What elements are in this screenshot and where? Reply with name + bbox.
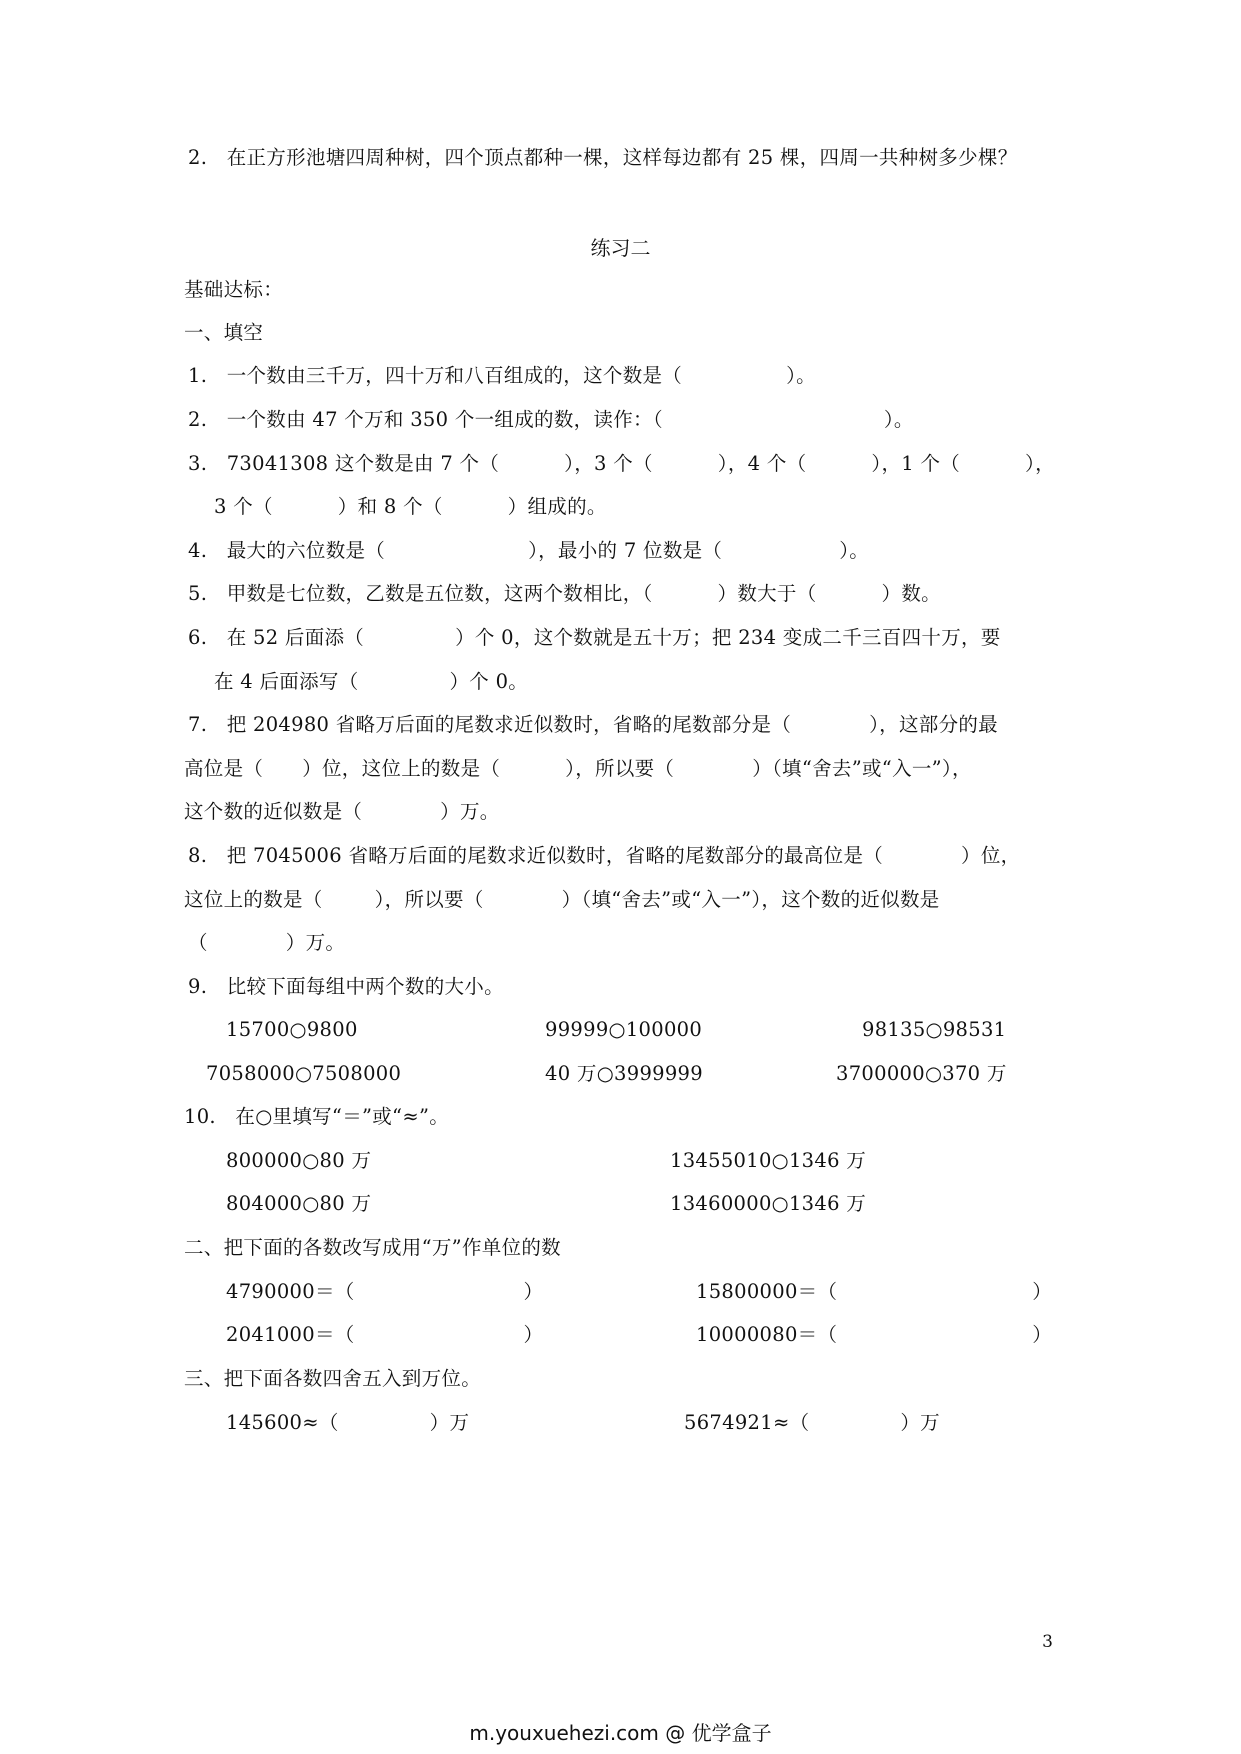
basic-heading: 基础达标： bbox=[184, 278, 284, 301]
approx-item: 800000○80 万 bbox=[226, 1149, 372, 1172]
fill-q3a: 3. 73041308 这个数是由 7 个（ ），3 个（ ），4 个（ ），1 个（ ）， bbox=[188, 452, 1055, 475]
fill-q8a: 8. 把 7045006 省略万后面的尾数求近似数时，省略的尾数部分的最高位是（ ）位， bbox=[188, 844, 1021, 867]
fill-q7a: 7. 把 204980 省略万后面的尾数求近似数时，省略的尾数部分是（ ），这部分的最 bbox=[188, 713, 998, 736]
compare-item: 98135○98531 bbox=[862, 1018, 1007, 1041]
approx-item: 13460000○1346 万 bbox=[670, 1192, 867, 1215]
compare-item: 99999○100000 bbox=[545, 1018, 703, 1041]
fill-q9: 9. 比较下面每组中两个数的大小。 bbox=[188, 975, 504, 998]
compare-item: 7058000○7508000 bbox=[206, 1062, 402, 1085]
rewrite-item: 15800000＝（ ） bbox=[696, 1280, 1053, 1303]
rewrite-item: 4790000＝（ ） bbox=[226, 1280, 544, 1303]
fill-q4: 4. 最大的六位数是（ ），最小的 7 位数是（ ）。 bbox=[188, 539, 870, 562]
rewrite-item: 2041000＝（ ） bbox=[226, 1323, 544, 1346]
approx-item: 804000○80 万 bbox=[226, 1192, 372, 1215]
fill-q8c: （ ）万。 bbox=[188, 931, 346, 954]
part3-heading: 三、把下面各数四舍五入到万位。 bbox=[184, 1367, 482, 1390]
fill-q6a: 6. 在 52 后面添（ ）个 0，这个数就是五十万；把 234 变成二千三百四十万，要 bbox=[188, 626, 1001, 649]
compare-item: 40 万○3999999 bbox=[545, 1062, 703, 1085]
fill-q7c: 这个数的近似数是（ ）万。 bbox=[184, 800, 500, 823]
rewrite-item: 10000080＝（ ） bbox=[696, 1323, 1053, 1346]
part2-heading: 二、把下面的各数改写成用“万”作单位的数 bbox=[184, 1236, 561, 1259]
fill-q1: 1. 一个数由三千万，四十万和八百组成的，这个数是（ ）。 bbox=[188, 364, 816, 387]
fill-q7b: 高位是（ ）位，这位上的数是（ ），所以要（ ）（填“舍去”或“入一”）， bbox=[184, 757, 972, 780]
question-2: 2. 在正方形池塘四周种树，四个顶点都种一棵，这样每边都有 25 棵，四周一共种树多少棵？ bbox=[188, 146, 1018, 169]
fill-q2: 2. 一个数由 47 个万和 350 个一组成的数，读作：（ ）。 bbox=[188, 408, 914, 431]
approx-item: 13455010○1346 万 bbox=[670, 1149, 867, 1172]
round-item: 5674921≈（ ）万 bbox=[684, 1411, 940, 1434]
exercise-title: 练习二 bbox=[590, 236, 651, 260]
fill-q8b: 这位上的数是（ ），所以要（ ）（填“舍去”或“入一”），这个数的近似数是 bbox=[184, 888, 940, 911]
footer-watermark: m.youxuehezi.com @ 优学盒子 bbox=[469, 1721, 772, 1745]
fill-q3b: 3 个（ ）和 8 个（ ）组成的。 bbox=[214, 495, 607, 518]
round-item: 145600≈（ ）万 bbox=[226, 1411, 470, 1434]
part1-heading: 一、填空 bbox=[184, 321, 264, 344]
fill-q6b: 在 4 后面添写（ ）个 0。 bbox=[214, 670, 529, 693]
compare-item: 15700○9800 bbox=[226, 1018, 358, 1041]
fill-q10: 10. 在○里填写“＝”或“≈”。 bbox=[184, 1105, 450, 1128]
compare-item: 3700000○370 万 bbox=[836, 1062, 1007, 1085]
page-number: 3 bbox=[1042, 1632, 1053, 1652]
fill-q5: 5. 甲数是七位数，乙数是五位数，这两个数相比，（ ）数大于（ ）数。 bbox=[188, 582, 941, 605]
